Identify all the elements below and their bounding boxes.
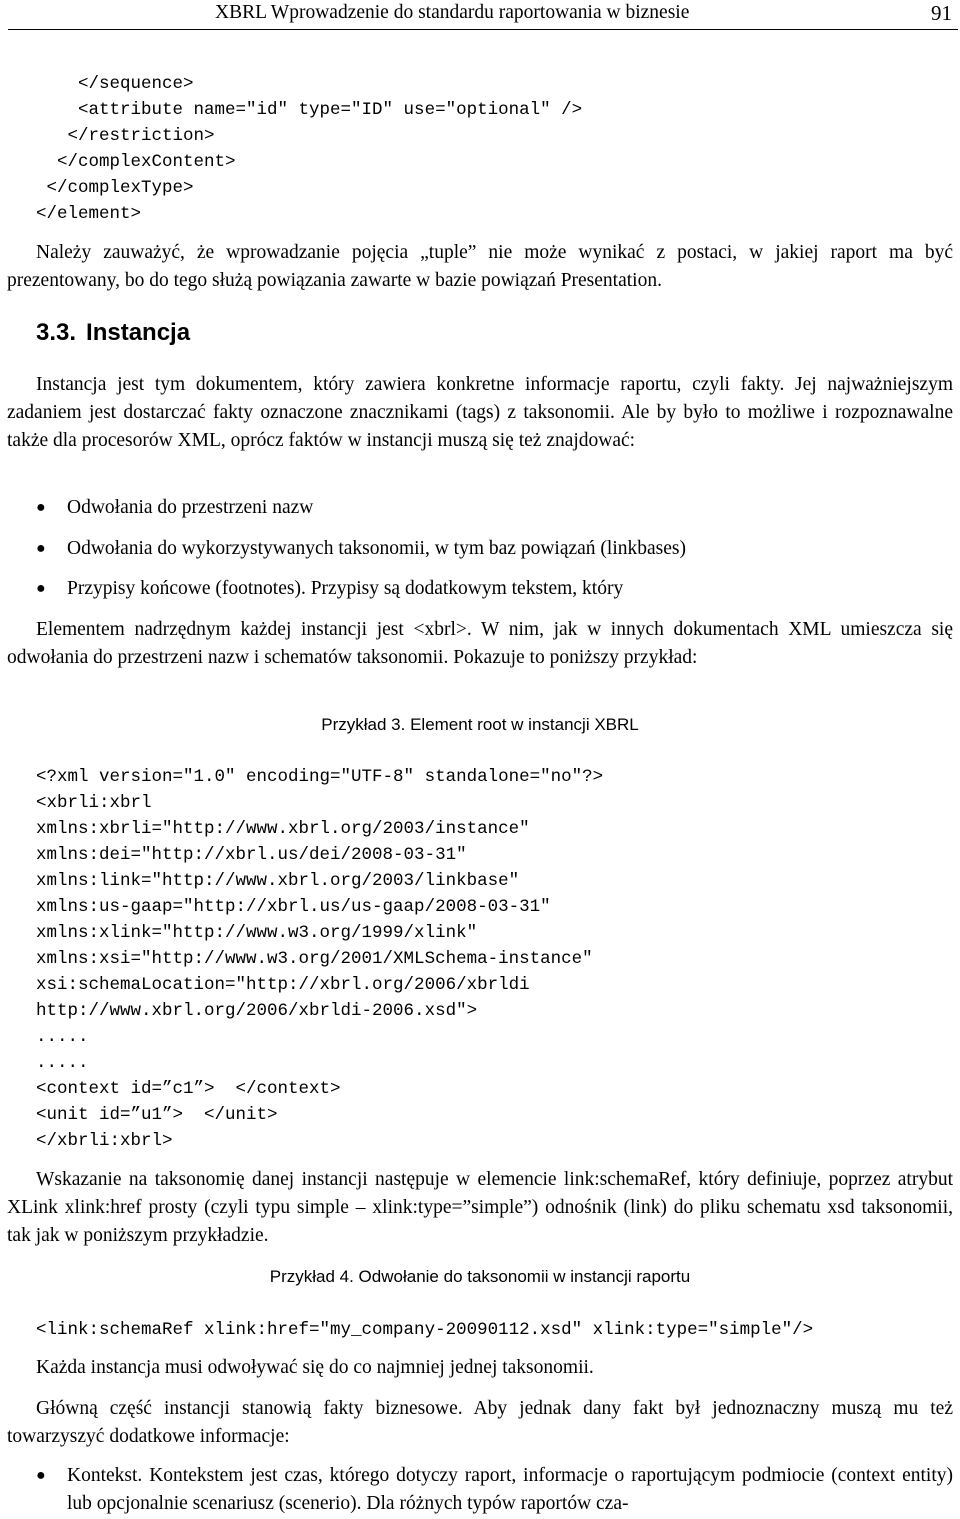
paragraph-kazda-instancja: Każda instancja musi odwoływać się do co najmniej jednej taksonomii. <box>36 1357 594 1378</box>
page-header <box>0 0 960 30</box>
paragraph-instancja: Instancja jest tym dokumentem, który zawiera konkretne informacje raportu, czyli fakty. Jej najważniejszym zadaniem jest dostarczać fakty oznaczone znacznikami (tags) z taksonomii. Ale by było to możliwe i rozpoznawalne także dla procesorów XML, oprócz faktów w instancji muszą się też znajdować: <box>7 374 953 451</box>
paragraph-tuple-note: Należy zauważyć, że wprowadzanie pojęcia „tuple” nie może wynikać z postaci, w jakiej raport ma być prezentowany, bo do tego służą powiązania zawarte w bazie powiązań Presentation. <box>7 242 953 291</box>
section-heading <box>36 319 190 347</box>
list-item-text: Przypisy końcowe (footnotes). Przypisy są dodatkowym tekstem, który <box>67 578 624 599</box>
page-number: 91 <box>931 1 952 25</box>
code-block-example-3: <?xml version="1.0" encoding="UTF-8" standalone="no"?> <xbrli:xbrl xmlns:xbrli="http://www.xbrl.org/2003/instance" xmlns:dei="http://xbrl.us/dei/2008-03-31" xmlns:link="http://www.xbrl.org/2003/linkbase" xmlns:us-gaap="http://xbrl.us/us-gaap/2008-03-31" xmlns:xlink="http://www.w3.org/1999/xlink" xmlns:xsi="http://www.w3.org/2001/XMLSchema-instance" xsi:schemaLocation="http://xbrl.org/2006/xbrldi http://www.xbrl.org/2006/xbrldi-2006.xsd"> ..... ..... <context id=”c1”> </context> <unit id=”u1”> </unit> </xbrli:xbrl> <box>36 767 604 1151</box>
paragraph-glowna-czesc: Główną część instancji stanowią fakty biznesowe. Aby jednak dany fakt był jednoznaczny muszą mu też towarzyszyć dodatkowe informacje: <box>7 1398 953 1447</box>
section-number: 3.3. <box>36 319 77 346</box>
running-title: XBRL Wprowadzenie do standardu raportowania w biznesie <box>215 2 690 23</box>
section-title: Instancja <box>86 319 191 346</box>
code-block-schema-end: </sequence> <attribute name="id" type="ID" use="optional" /> </restriction> </complexContent> </complexType> </element> <box>36 74 583 224</box>
bullet-icon: ● <box>36 580 46 597</box>
example-3-caption: Przykład 3. Element root w instancji XBRL <box>321 715 639 734</box>
list-item-text: Odwołania do przestrzeni nazw <box>67 497 314 518</box>
header-rule <box>8 29 958 30</box>
paragraph-schemaref: Wskazanie na taksonomię danej instancji następuje w elemencie link:schemaRef, który definiuje, poprzez atrybut XLink xlink:href prosty (czyli typu simple – xlink:type=”simple”) odnośnik (link) do pliku schematu xsd taksonomii, tak jak w poniższym przykładzie. <box>7 1169 953 1246</box>
bullet-icon: ● <box>36 1467 46 1484</box>
bullet-icon: ● <box>36 540 46 557</box>
bullet-icon: ● <box>36 499 46 516</box>
paragraph-root-element: Elementem nadrzędnym każdej instancji jest <xbrl>. W nim, jak w innych dokumentach XML umieszcza się odwołania do przestrzeni nazw i schematów taksonomii. Pokazuje to poniższy przykład: <box>7 619 953 668</box>
list-item-text: Kontekst. Kontekstem jest czas, którego dotyczy raport, informacje o raportującym podmiocie (context entity) lub opcjonalnie scenariusz (scenerio). Dla różnych typów raportów cza- <box>67 1465 953 1514</box>
example-4-caption: Przykład 4. Odwołanie do taksonomii w instancji raportu <box>269 1267 691 1286</box>
list-item <box>36 1462 953 1518</box>
code-block-example-4: <link:schemaRef xlink:href="my_company-20090112.xsd" xlink:type="simple"/> <box>36 1320 814 1340</box>
list-item-text: Odwołania do wykorzystywanych taksonomii, w tym baz powiązań (linkbases) <box>67 538 686 559</box>
